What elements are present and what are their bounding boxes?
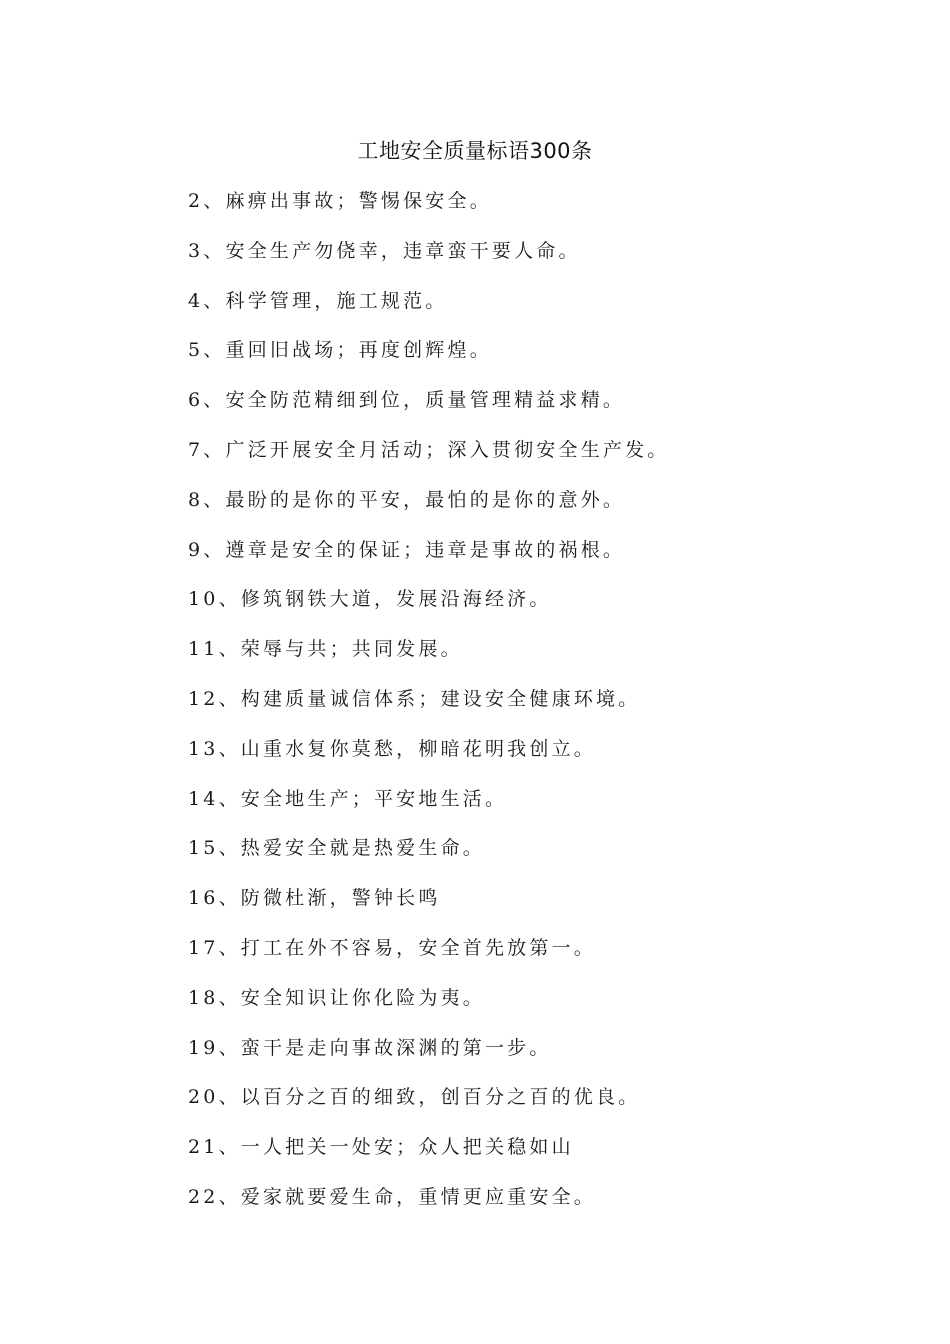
slogan-item: 9、遵章是安全的保证；违章是事故的祸根。 [188, 538, 626, 561]
slogan-item: 4、科学管理，施工规范。 [188, 289, 448, 312]
document-title: 工地安全质量标语300条 [357, 139, 593, 163]
slogan-item: 5、重回旧战场；再度创辉煌。 [188, 339, 492, 362]
slogan-item: 8、最盼的是你的平安，最怕的是你的意外。 [188, 488, 626, 511]
slogan-item: 3、安全生产勿侥幸，违章蛮干要人命。 [188, 239, 581, 262]
slogan-item: 17、打工在外不容易，安全首先放第一。 [188, 936, 596, 959]
slogan-item: 12、构建质量诚信体系；建设安全健康环境。 [188, 687, 641, 710]
slogan-item: 22、爱家就要爱生命，重情更应重安全。 [188, 1185, 596, 1208]
slogan-item: 11、荣辱与共；共同发展。 [188, 638, 463, 661]
slogan-list [188, 186, 888, 1232]
slogan-item: 7、广泛开展安全月活动；深入贯彻安全生产发。 [188, 438, 670, 461]
slogan-item: 6、安全防范精细到位，质量管理精益求精。 [188, 389, 626, 412]
slogan-item: 2、麻痹出事故；警惕保安全。 [188, 190, 492, 212]
slogan-item: 18、安全知识让你化险为夷。 [188, 986, 485, 1009]
slogan-item: 16、防微杜渐，警钟长鸣 [188, 887, 441, 910]
slogan-item: 10、修筑钢铁大道，发展沿海经济。 [188, 588, 552, 611]
slogan-item: 14、安全地生产；平安地生活。 [188, 787, 508, 810]
slogan-item: 20、以百分之百的细致，创百分之百的优良。 [188, 1086, 641, 1109]
slogan-item: 21、一人把关一处安；众人把关稳如山 [188, 1136, 574, 1159]
slogan-item: 13、山重水复你莫愁，柳暗花明我创立。 [188, 737, 596, 760]
slogan-item: 15、热爱安全就是热爱生命。 [188, 837, 485, 860]
slogan-item: 19、蛮干是走向事故深渊的第一步。 [188, 1036, 552, 1059]
